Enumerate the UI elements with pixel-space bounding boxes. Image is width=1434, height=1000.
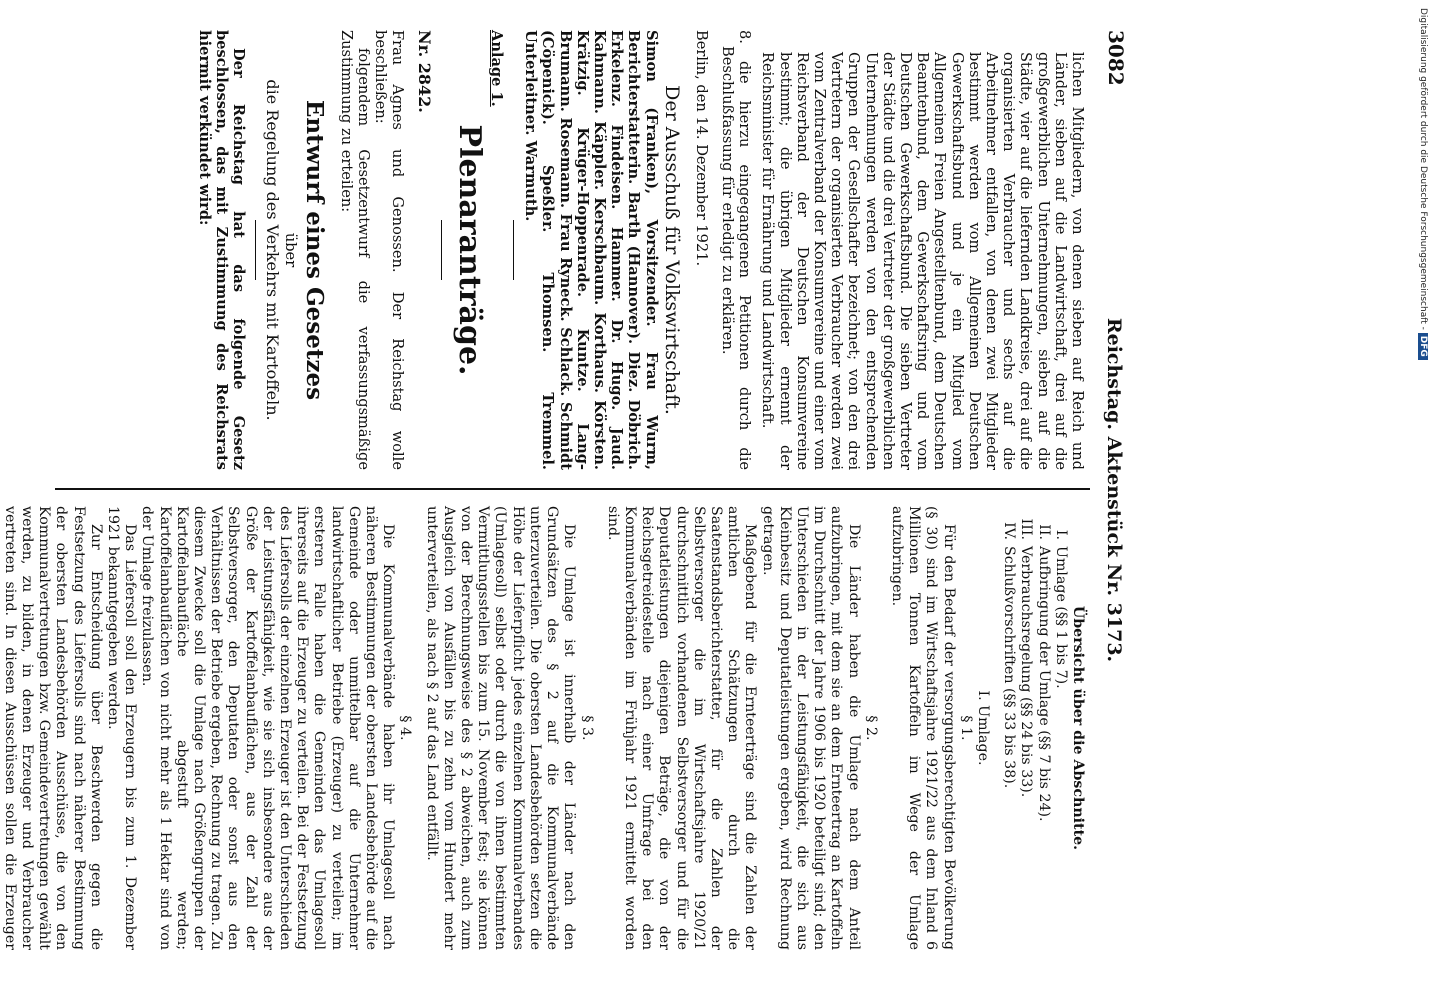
column-divider bbox=[55, 488, 1090, 490]
separator bbox=[255, 220, 256, 280]
committee-members: Simon (Franken), Vorsitzender. Frau Wurm, Berichterstatterin. Barth (Hannover). Diez. Döbrich. Erkelenz. Findeisen. Hammer. Dr. Hugo. Jaud. Kahmann. Käppler. Kerschbaum. Korthaus. Körsten. Krätzig. Krüger-Hoppenrade. Kuntze. Lang-Brumann. Rosemann. Frau Ryneck. Schlack. Schmidt (Cöpenick). Speßler. Thomsen. Tremmel. Unterleitner. Warmuth. bbox=[522, 30, 660, 470]
section-heading: § 1. bbox=[957, 715, 974, 741]
anlage-label: Anlage 1. bbox=[487, 30, 505, 107]
separator bbox=[441, 220, 442, 280]
list-item: 8. die hierzu eingegangenen Petitionen durch die Beschlußfassung für erledigt zu erklären. bbox=[718, 30, 754, 470]
toc-item: IV. Schlußvorschriften (§§ 33 bis 38). bbox=[1001, 522, 1018, 789]
paragraph: Für den Bedarf der versorgungsberechtigten Bevölkerung (§ 30) sind im Wirtschaftsjahre 1921/22 aus dem Inland 6 Millionen Tonnen Kartoffeln im Wege der Umlage aufzubringen. bbox=[888, 506, 957, 950]
running-title: Reichstag. Aktenstück Nr. 3173. bbox=[1103, 317, 1125, 663]
toc-title: Übersicht über die Abschnitte. bbox=[1070, 605, 1086, 851]
document-page bbox=[1, 30, 1140, 950]
section-heading: § 4. bbox=[397, 715, 414, 741]
page-number: 3082 bbox=[1104, 30, 1128, 86]
paragraph: Maßgebend für die Ernteerträge sind die Zahlen der amtlichen Schätzungen durch die Saatenstandsberichterstatter, für die Zahlen der Selbstversorger die im Wirtschaftsjahre 1920/21 durchschnittlich vorhandenen Selbstversorger und für die Deputatleistungen diejenigen Beträge, die von der Reichsgetreidestelle nach einer Umfrage bei den Kommunalverbänden im Frühjahr 1921 ermittelt worden sind. bbox=[604, 506, 759, 950]
paragraph: Die Länder haben die Umlage nach dem Anteil aufzubringen, mit dem sie an dem Ernteertrag an Kartoffeln im Durchschnitt der Jahre 1906 bis 1920 beteiligt sind; den Unterschieden in der Leistungsfähigkeit, die sich aus Kleinbesitz und Deputatleistungen ergeben, wird Rechnung getragen. bbox=[759, 506, 862, 950]
toc-item: III. Verbrauchsregelung (§§ 24 bis 33). bbox=[1018, 518, 1035, 798]
date-line: Berlin, den 14. Dezember 1921. bbox=[692, 30, 710, 267]
credit-text: Digitalisierung gefördert durch die Deutsche Forschungsgemeinschaft - bbox=[1418, 8, 1428, 330]
antrag-intro: Frau Agnes und Genossen. Der Reichstag wolle beschließen: bbox=[372, 30, 407, 470]
paragraph: lichen Mitgliedern, von denen sieben auf Reich und Länder, sieben auf die Landwirtschaft, drei auf die großgewerblichen Unternehmungen, sieben auf die Städte, vier auf die liefernden Landkreise, drei auf die organisierten Verbraucher und sechs auf die Arbeitnehmer entfallen, von denen zwei Mitglieder bestimmt werden vom Allgemeinen Deutschen Gewerkschaftsbund und je ein Mitglied vom Allgemeinen Freien Angestelltenbund, dem Deutschen Beamtenbund, dem Gewerkschaftsring und vom Deutschen Gewerkschaftsbund. Die sieben Vertreter der Städte und die drei Vertreter der großgewerblichen Unternehmungen werden von den entsprechenden Gruppen der Gesellschafter bezeichnet; von den drei Vertretern der organisierten Verbraucher werden zwei vom Zentralverband der Konsumvereine und einer vom Reichsverband der Deutschen Konsumvereine bestimmt; die übrigen Mitglieder ernennt der Reichsminister für Ernährung und Landwirtschaft. bbox=[759, 52, 1086, 470]
paragraph: Die Umlage ist innerhalb der Länder nach den Grundsätzen des § 2 auf die Kommunalverbände unterzuverteilen. Die obersten Landesbehörden setzen die Höhe der Lieferpflicht jedes einzelnen Kommunalverbandes (Umlagesoll) selbst oder durch die von ihnen bestimmten Vermittlungsstellen bis zum 15. November fest; sie können von der Berechnungsweise des § 2 abweichen, auch zum Ausgleich von Ausfällen bis zu zehn vom Hundert mehr unterverteilen, als nach § 2 auf das Land entfällt. bbox=[423, 506, 578, 950]
part-title: I. Umlage. bbox=[974, 690, 991, 766]
enactment-clause: Der Reichstag hat das folgende Gesetz beschlossen, das mit Zustimmung des Reichsrats hiermit verkündet wird: bbox=[195, 30, 248, 470]
antrag-text: folgendem Gesetzentwurf die verfassungsmäßige Zustimmung zu erteilen: bbox=[337, 30, 373, 470]
right-column bbox=[0, 506, 1086, 950]
dfg-logo: DFG bbox=[1418, 333, 1428, 360]
draft-ueber: über bbox=[281, 232, 299, 268]
draft-subject: die Regelung des Verkehrs mit Kartoffeln. bbox=[263, 79, 283, 421]
paragraph: Zur Entscheidung über Beschwerden gegen die Festsetzung des Liefersolls sind nach näherer Bestimmung der obersten Landesbehörden Ausschüsse, die von den Kommunalvertretungen bzw. Gemeindevertretungen gewählt werden, zu bilden, in denen Erzeuger und Verbraucher vertreten sind. In diesen Ausschüssen sollen die Erzeuger bbox=[1, 506, 104, 950]
separator bbox=[513, 220, 514, 280]
committee-title: Der Ausschuß für Volkswirtschaft. bbox=[660, 85, 683, 415]
paragraph: Die Kommunalverbände haben ihr Umlagesoll nach näheren Bestimmungen der obersten Landesbehörde auf die Gemeinde oder unmittelbar auf die Unternehmer landwirtschaftlicher Betriebe (Erzeuger) zu verteilen; im ersteren Falle haben die Gemeinden das Umlagesoll ihrerseits auf die Erzeuger zu verteilen. Bei der Festsetzung des Liefersolls der einzelnen Erzeuger ist den Unterschieden der Leistungsfähigkeit, wie sie sich insbesondere aus der Größe der Kartoffelanbauflächen, aus der Zahl der Selbstversorger, den Deputaten oder sonst aus den Verhältnissen der Betriebe ergeben, Rechnung zu tragen. Zu diesem Zwecke soll die Umlage nach Größengruppen der Kartoffelanbaufläche abgestuft werden; Kartoffelanbauflächen von nicht mehr als 1 Hektar sind von der Umlage freizulassen. bbox=[139, 506, 397, 950]
paragraph: Das Liefersoll soll den Erzeugern bis zum 1. Dezember 1921 bekanntgegeben werden. bbox=[105, 506, 139, 950]
section-heading: § 2. bbox=[862, 715, 879, 741]
draft-title: Entwurf eines Gesetzes bbox=[300, 99, 328, 401]
left-column bbox=[196, 30, 1086, 470]
toc-item: II. Aufbringung der Umlage (§§ 7 bis 24). bbox=[1035, 524, 1052, 822]
antrag-number: Nr. 2842. bbox=[414, 30, 434, 113]
digitization-credit bbox=[1418, 8, 1428, 998]
toc-item: I. Umlage (§§ 1 bis 7). bbox=[1052, 529, 1069, 689]
section-title: Plenaranträge. bbox=[451, 124, 487, 376]
section-heading: § 3. bbox=[578, 715, 595, 741]
toc-list bbox=[1000, 506, 1069, 950]
